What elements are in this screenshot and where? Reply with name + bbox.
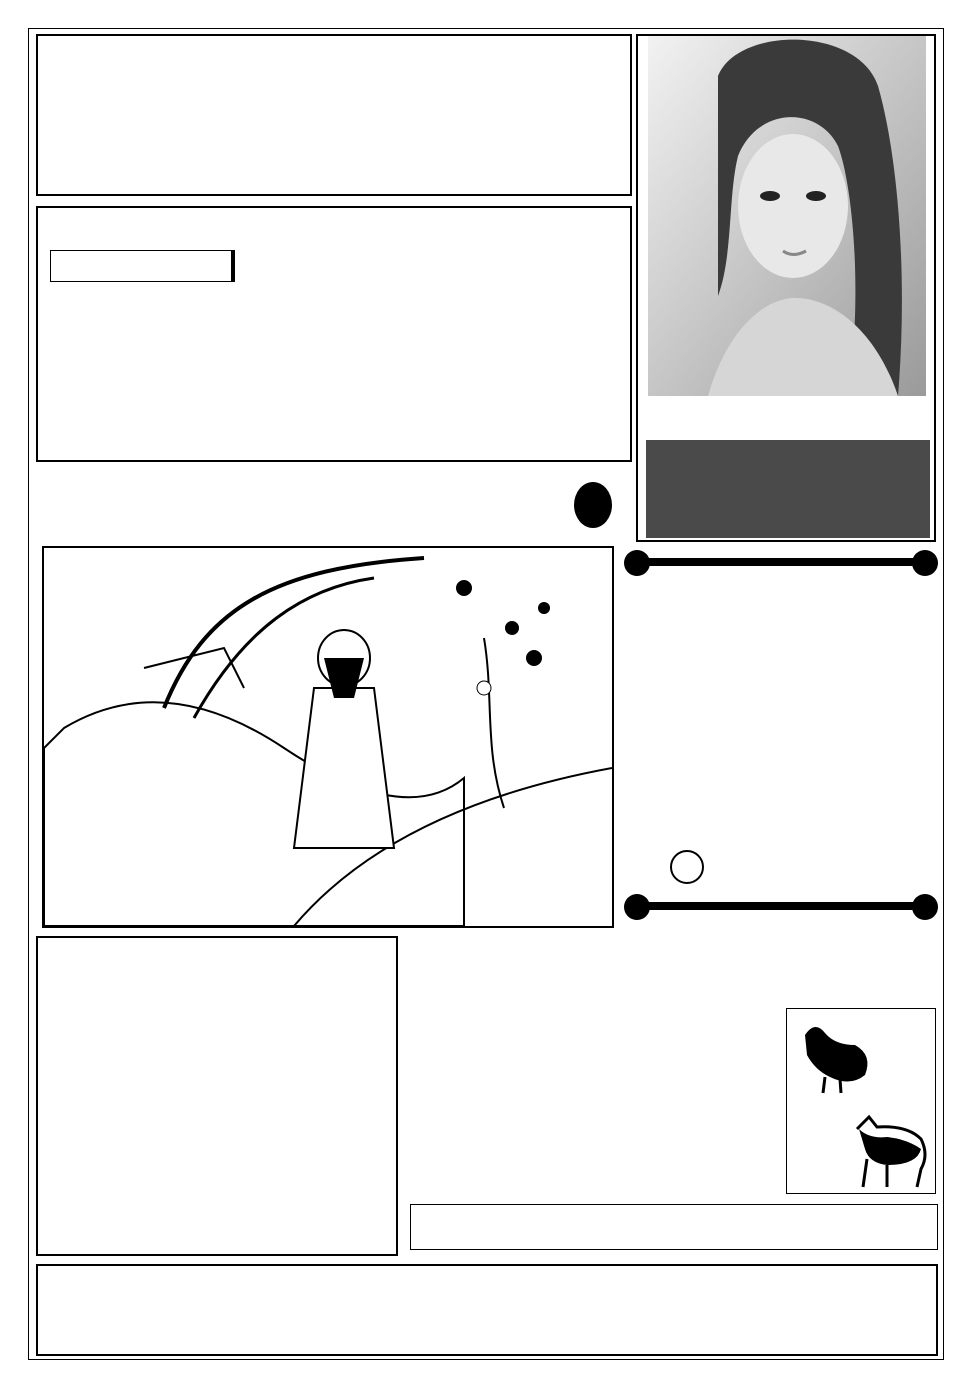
gate-table-box (36, 206, 632, 462)
top-border-strip (0, 0, 972, 30)
dog-icon (847, 1099, 933, 1189)
riddle-bottom-rule (630, 902, 930, 910)
special-number-ball (574, 482, 612, 528)
money-tip-box (410, 1204, 938, 1250)
right-border-strip (944, 30, 972, 1358)
riddle-top-rule (630, 558, 930, 566)
scholar-illustration (44, 548, 612, 926)
rooster-icon (795, 1015, 875, 1095)
gate-header-category (51, 251, 232, 282)
bottom-border-strip (0, 1358, 972, 1388)
gate-table-header-row (51, 251, 235, 282)
riddle-top-left-knob (624, 550, 650, 576)
results-bar (36, 470, 632, 540)
gate-header-provided (234, 251, 235, 282)
focus-box (36, 936, 398, 1256)
illustration-box (42, 546, 614, 928)
zodiac-box (786, 1008, 936, 1194)
riddle-bottom-left-knob (624, 894, 650, 920)
selected-numbers-box (36, 1264, 938, 1356)
riddle-bottom-right-knob (912, 894, 938, 920)
portrait-box (636, 34, 936, 542)
title-box (36, 34, 632, 196)
publisher-panel (646, 440, 930, 538)
left-border-strip (0, 30, 28, 1358)
portrait-image (648, 36, 926, 396)
poem-section (404, 936, 944, 1256)
seal-icon (670, 850, 704, 884)
riddle-top-right-knob (912, 550, 938, 576)
gate-table (50, 250, 235, 282)
riddle-panel (622, 548, 938, 920)
